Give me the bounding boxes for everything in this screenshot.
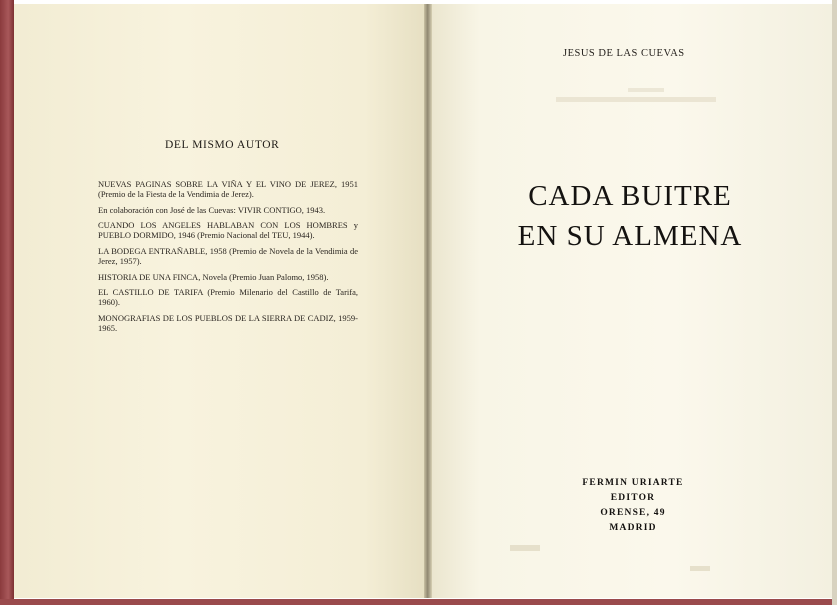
publisher-address: ORENSE, 49 xyxy=(600,508,666,518)
title-line: EN SU ALMENA xyxy=(517,220,743,252)
publisher-block xyxy=(568,476,698,536)
book-gutter xyxy=(424,4,432,598)
faded-print-mark xyxy=(690,566,710,571)
faded-print-mark xyxy=(556,97,716,102)
works-list-item: CUANDO LOS ANGELES HABLABAN CON LOS HOMBRES y PUEBLO DORMIDO, 1946 (Premio Nacional del TEU, 1944). xyxy=(98,220,358,241)
works-list-item: EL CASTILLO DE TARIFA (Premio Milenario del Castillo de Tarifa, 1960). xyxy=(98,287,358,308)
page-edge xyxy=(832,0,837,605)
publisher-city: MADRID xyxy=(609,523,657,533)
book-title xyxy=(490,176,770,256)
book-cover-bottom xyxy=(0,599,837,605)
works-list-item: En colaboración con José de las Cuevas: VIVIR CONTIGO, 1943. xyxy=(98,204,326,215)
works-list-item: MONOGRAFIAS DE LOS PUEBLOS DE LA SIERRA DE CADIZ, 1959-1965. xyxy=(98,312,358,333)
faded-print-mark xyxy=(628,88,664,92)
publisher-role: EDITOR xyxy=(610,493,656,503)
title-line: CADA BUITRE xyxy=(528,180,732,212)
works-list-item: LA BODEGA ENTRAÑABLE, 1958 (Premio de Novela de la Vendimia de Jerez, 1957). xyxy=(98,245,358,266)
works-list xyxy=(98,180,358,340)
faded-print-mark xyxy=(510,545,540,551)
works-list-item: NUEVAS PAGINAS SOBRE LA VIÑA Y EL VINO DE JEREZ, 1951 (Premio de la Fiesta de la Vendimia de Jerez). xyxy=(98,179,358,199)
publisher-name: FERMIN URIARTE xyxy=(582,478,684,488)
author-name: JESUS DE LAS CUEVAS xyxy=(563,48,685,59)
works-list-item: HISTORIA DE UNA FINCA, Novela (Premio Juan Palomo, 1958). xyxy=(98,271,329,282)
works-heading: DEL MISMO AUTOR xyxy=(165,139,280,151)
book-cover-edge xyxy=(0,0,14,605)
